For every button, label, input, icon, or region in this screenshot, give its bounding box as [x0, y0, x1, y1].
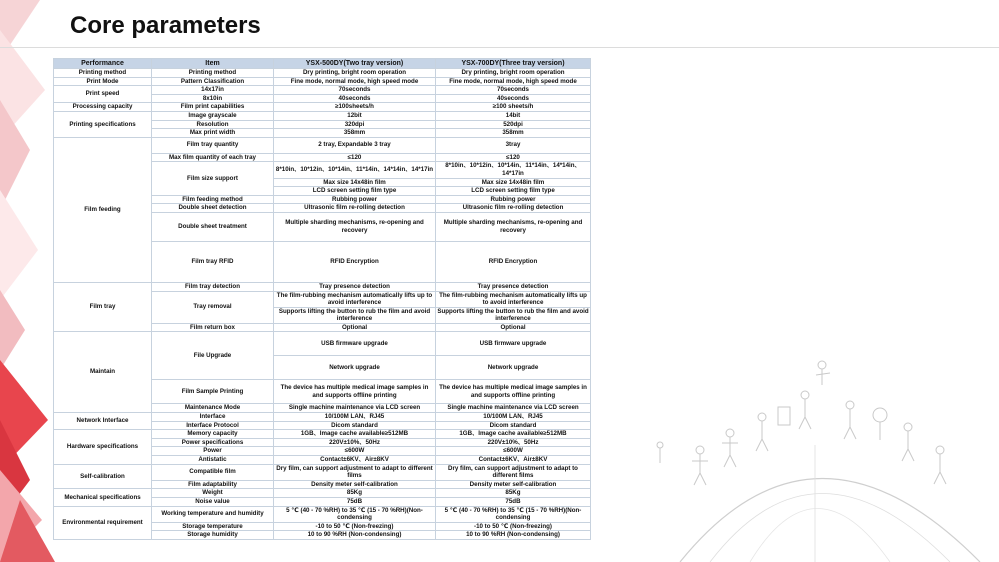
- value-700-cell: Dry film, can support adjustment to adapt to different films: [436, 464, 591, 480]
- value-500-cell: Rubbing power: [274, 195, 436, 204]
- value-700-cell: 40seconds: [436, 94, 591, 103]
- value-500-cell: 5 ℃ (40 - 70 %RH) to 35 ℃ (15 - 70 %RH)(Non-condensing: [274, 506, 436, 522]
- item-cell: Film return box: [152, 323, 274, 332]
- category-cell: Network Interface: [54, 413, 152, 430]
- value-500-cell: 40seconds: [274, 94, 436, 103]
- table-row: [54, 282, 591, 291]
- value-700-cell: The device has multiple medical image samples in and supports offline printing: [436, 380, 591, 404]
- value-700-cell: ≤600W: [436, 447, 591, 456]
- value-500-cell: Ultrasonic film re-rolling detection: [274, 204, 436, 213]
- item-cell: 14x17in: [152, 86, 274, 95]
- table-row: [54, 111, 591, 120]
- value-700-cell: 10/100M LAN、RJ45: [436, 413, 591, 422]
- item-cell: Image grayscale: [152, 111, 274, 120]
- value-700-cell: 14bit: [436, 111, 591, 120]
- item-cell: Memory capacity: [152, 430, 274, 439]
- item-cell: Noise value: [152, 498, 274, 507]
- category-cell: Printing specifications: [54, 111, 152, 137]
- item-cell: Film tray detection: [152, 282, 274, 291]
- table-row: [54, 489, 591, 498]
- table-row: [54, 77, 591, 86]
- value-500-cell: 10/100M LAN、RJ45: [274, 413, 436, 422]
- value-700-cell: Contact±6KV、Air±8KV: [436, 456, 591, 465]
- table-row: [54, 430, 591, 439]
- value-500-cell: Optional: [274, 323, 436, 332]
- value-700-cell: 70seconds: [436, 86, 591, 95]
- value-500-cell: USB firmware upgrade: [274, 332, 436, 356]
- item-cell: Tray removal: [152, 291, 274, 323]
- value-500-cell: Contact±6KV、Air±8KV: [274, 456, 436, 465]
- value-500-cell: -10 to 50 ℃ (Non-freezing): [274, 522, 436, 531]
- value-500-cell: 358mm: [274, 129, 436, 138]
- table-header-row: [54, 59, 591, 69]
- category-cell: Printing method: [54, 69, 152, 78]
- value-700-cell: ≤120: [436, 153, 591, 162]
- value-500-cell: 85Kg: [274, 489, 436, 498]
- category-cell: Print Mode: [54, 77, 152, 86]
- table-row: [54, 413, 591, 422]
- value-500-cell: ≤600W: [274, 447, 436, 456]
- value-500-cell: 2 tray, Expandable 3 tray: [274, 137, 436, 153]
- category-cell: Mechanical specifications: [54, 489, 152, 506]
- item-cell: Film Sample Printing: [152, 380, 274, 404]
- value-700-cell: RFID Encryption: [436, 241, 591, 282]
- value-500-cell: 1GB、Image cache available≥512MB: [274, 430, 436, 439]
- geometric-triangle-decoration: [0, 0, 55, 562]
- value-500-cell: 10 to 90 %RH (Non-condensing): [274, 531, 436, 540]
- category-cell: Film feeding: [54, 137, 152, 282]
- item-cell: Storage temperature: [152, 522, 274, 531]
- category-cell: Film tray: [54, 282, 152, 332]
- category-cell: Maintain: [54, 332, 152, 413]
- value-500-cell: ≤120: [274, 153, 436, 162]
- item-cell: Interface: [152, 413, 274, 422]
- category-cell: Print speed: [54, 86, 152, 103]
- value-700-cell: Density meter self-calibration: [436, 480, 591, 489]
- value-500-cell: 75dB: [274, 498, 436, 507]
- value-700-cell: 358mm: [436, 129, 591, 138]
- header-ysx-700dy: YSX-700DY(Three tray version): [436, 59, 591, 69]
- table-row: [54, 69, 591, 78]
- table-row: [54, 464, 591, 480]
- value-700-cell: Supports lifting the button to rub the film and avoid interference: [437, 307, 589, 323]
- value-700-cell: Tray presence detection: [436, 282, 591, 291]
- value-700-cell: Network upgrade: [436, 356, 591, 380]
- value-500-cell: RFID Encryption: [274, 241, 436, 282]
- item-cell: Antistatic: [152, 456, 274, 465]
- value-700-cell: Ultrasonic film re-rolling detection: [436, 204, 591, 213]
- value-700-cell: 220V±10%、50Hz: [436, 438, 591, 447]
- value-500-cell: Single machine maintenance via LCD screen: [274, 404, 436, 413]
- value-500-cell: The film-rubbing mechanism automatically lifts up to avoid interference: [274, 291, 436, 307]
- item-cell: Film tray quantity: [152, 137, 274, 153]
- value-700-cell: 3tray: [436, 137, 591, 153]
- value-700-cell: The film-rubbing mechanism automatically lifts up to avoid interference: [436, 291, 591, 307]
- value-700-cell: USB firmware upgrade: [436, 332, 591, 356]
- value-500-cell: LCD screen setting film type: [274, 187, 436, 196]
- value-700-cell: Single machine maintenance via LCD screen: [436, 404, 591, 413]
- value-500-cell: 70seconds: [274, 86, 436, 95]
- value-700-cell: Fine mode, normal mode, high speed mode: [436, 77, 591, 86]
- value-500-cell: Network upgrade: [274, 356, 436, 380]
- value-700-cell: 75dB: [436, 498, 591, 507]
- table-row: [54, 506, 591, 522]
- value-500-cell: 320dpi: [274, 120, 436, 129]
- value-500-cell: Fine mode, normal mode, high speed mode: [274, 77, 436, 86]
- value-700-cell: 520dpi: [436, 120, 591, 129]
- value-700-cell: Multiple sharding mechanisms, re-opening and recovery: [436, 212, 591, 241]
- value-500-cell: Supports lifting the button to rub the film and avoid interference: [274, 307, 436, 323]
- value-500-cell: Dicom standard: [274, 421, 436, 430]
- category-cell: Processing capacity: [54, 103, 152, 112]
- item-cell: Film adaptability: [152, 480, 274, 489]
- value-500-cell: Tray presence detection: [274, 282, 436, 291]
- item-cell: 8x10in: [152, 94, 274, 103]
- value-500-cell: Dry film, can support adjustment to adapt to different films: [274, 464, 436, 480]
- core-parameters-table: [53, 58, 591, 540]
- item-cell: Film size support: [152, 162, 274, 195]
- table-row: [54, 86, 591, 95]
- value-700-cell: Max size 14x48in film: [436, 178, 591, 187]
- header-ysx-500dy: YSX-500DY(Two tray version): [274, 59, 436, 69]
- table-row: [54, 332, 591, 356]
- value-500-cell: Dry printing, bright room operation: [274, 69, 436, 78]
- value-700-cell: 5 ℃ (40 - 70 %RH) to 35 ℃ (15 - 70 %RH)(Non-condensing: [436, 506, 591, 522]
- header-item: Item: [152, 59, 274, 69]
- value-700-cell: Dicom standard: [436, 421, 591, 430]
- value-500-cell: Max size 14x48in film: [274, 178, 436, 187]
- value-500-cell: ≥100sheets/h: [274, 103, 436, 112]
- globe-figures-decoration: [640, 355, 999, 562]
- value-700-cell: 85Kg: [436, 489, 591, 498]
- value-700-cell: Optional: [436, 323, 591, 332]
- value-700-cell: Dry printing, bright room operation: [436, 69, 591, 78]
- value-700-cell: 10 to 90 %RH (Non-condensing): [436, 531, 591, 540]
- value-700-cell: -10 to 50 ℃ (Non-freezing): [436, 522, 591, 531]
- category-cell: Self-calibration: [54, 464, 152, 489]
- value-500-cell: The device has multiple medical image samples in and supports offline printing: [274, 380, 436, 404]
- item-cell: Power: [152, 447, 274, 456]
- value-700-cell: ≥100 sheets/h: [436, 103, 591, 112]
- table-row: [54, 137, 591, 153]
- item-cell: Film feeding method: [152, 195, 274, 204]
- value-700-cell: LCD screen setting film type: [436, 187, 591, 196]
- value-500-cell: 8*10in、10*12in、10*14in、11*14in、14*14in、14*17in: [274, 162, 436, 178]
- value-500-cell: 12bit: [274, 111, 436, 120]
- value-500-cell: 220V±10%、50Hz: [274, 438, 436, 447]
- title-divider: [0, 47, 999, 48]
- item-cell: Film print capabilities: [152, 103, 274, 112]
- item-cell: Power specifications: [152, 438, 274, 447]
- value-500-cell: Density meter self-calibration: [274, 480, 436, 489]
- value-700-cell: Rubbing power: [436, 195, 591, 204]
- category-cell: Hardware specifications: [54, 430, 152, 464]
- header-performance: Performance: [54, 59, 152, 69]
- item-cell: Weight: [152, 489, 274, 498]
- category-cell: Environmental requirement: [54, 506, 152, 539]
- page-title: Core parameters: [70, 12, 261, 39]
- value-500-cell: Multiple sharding mechanisms, re-opening and recovery: [274, 212, 436, 241]
- item-cell: Interface Protocol: [152, 421, 274, 430]
- table-row: [54, 103, 591, 112]
- value-700-cell: 8*10in、10*12in、10*14in、11*14in、14*14in、14*17in: [436, 162, 591, 178]
- item-cell: Film tray RFID: [152, 241, 274, 282]
- item-cell: Compatible film: [152, 464, 274, 480]
- item-cell: Max print width: [152, 129, 274, 138]
- item-cell: Pattern Classification: [152, 77, 274, 86]
- item-cell: Printing method: [152, 69, 274, 78]
- item-cell: Maintenance Mode: [152, 404, 274, 413]
- item-cell: Double sheet detection: [152, 204, 274, 213]
- item-cell: Working temperature and humidity: [152, 506, 274, 522]
- item-cell: Double sheet treatment: [152, 212, 274, 241]
- item-cell: Storage humidity: [152, 531, 274, 540]
- item-cell: File Upgrade: [152, 332, 274, 380]
- item-cell: Max film quantity of each tray: [152, 153, 274, 162]
- item-cell: Resolution: [152, 120, 274, 129]
- value-700-cell: 1GB、Image cache available≥512MB: [436, 430, 591, 439]
